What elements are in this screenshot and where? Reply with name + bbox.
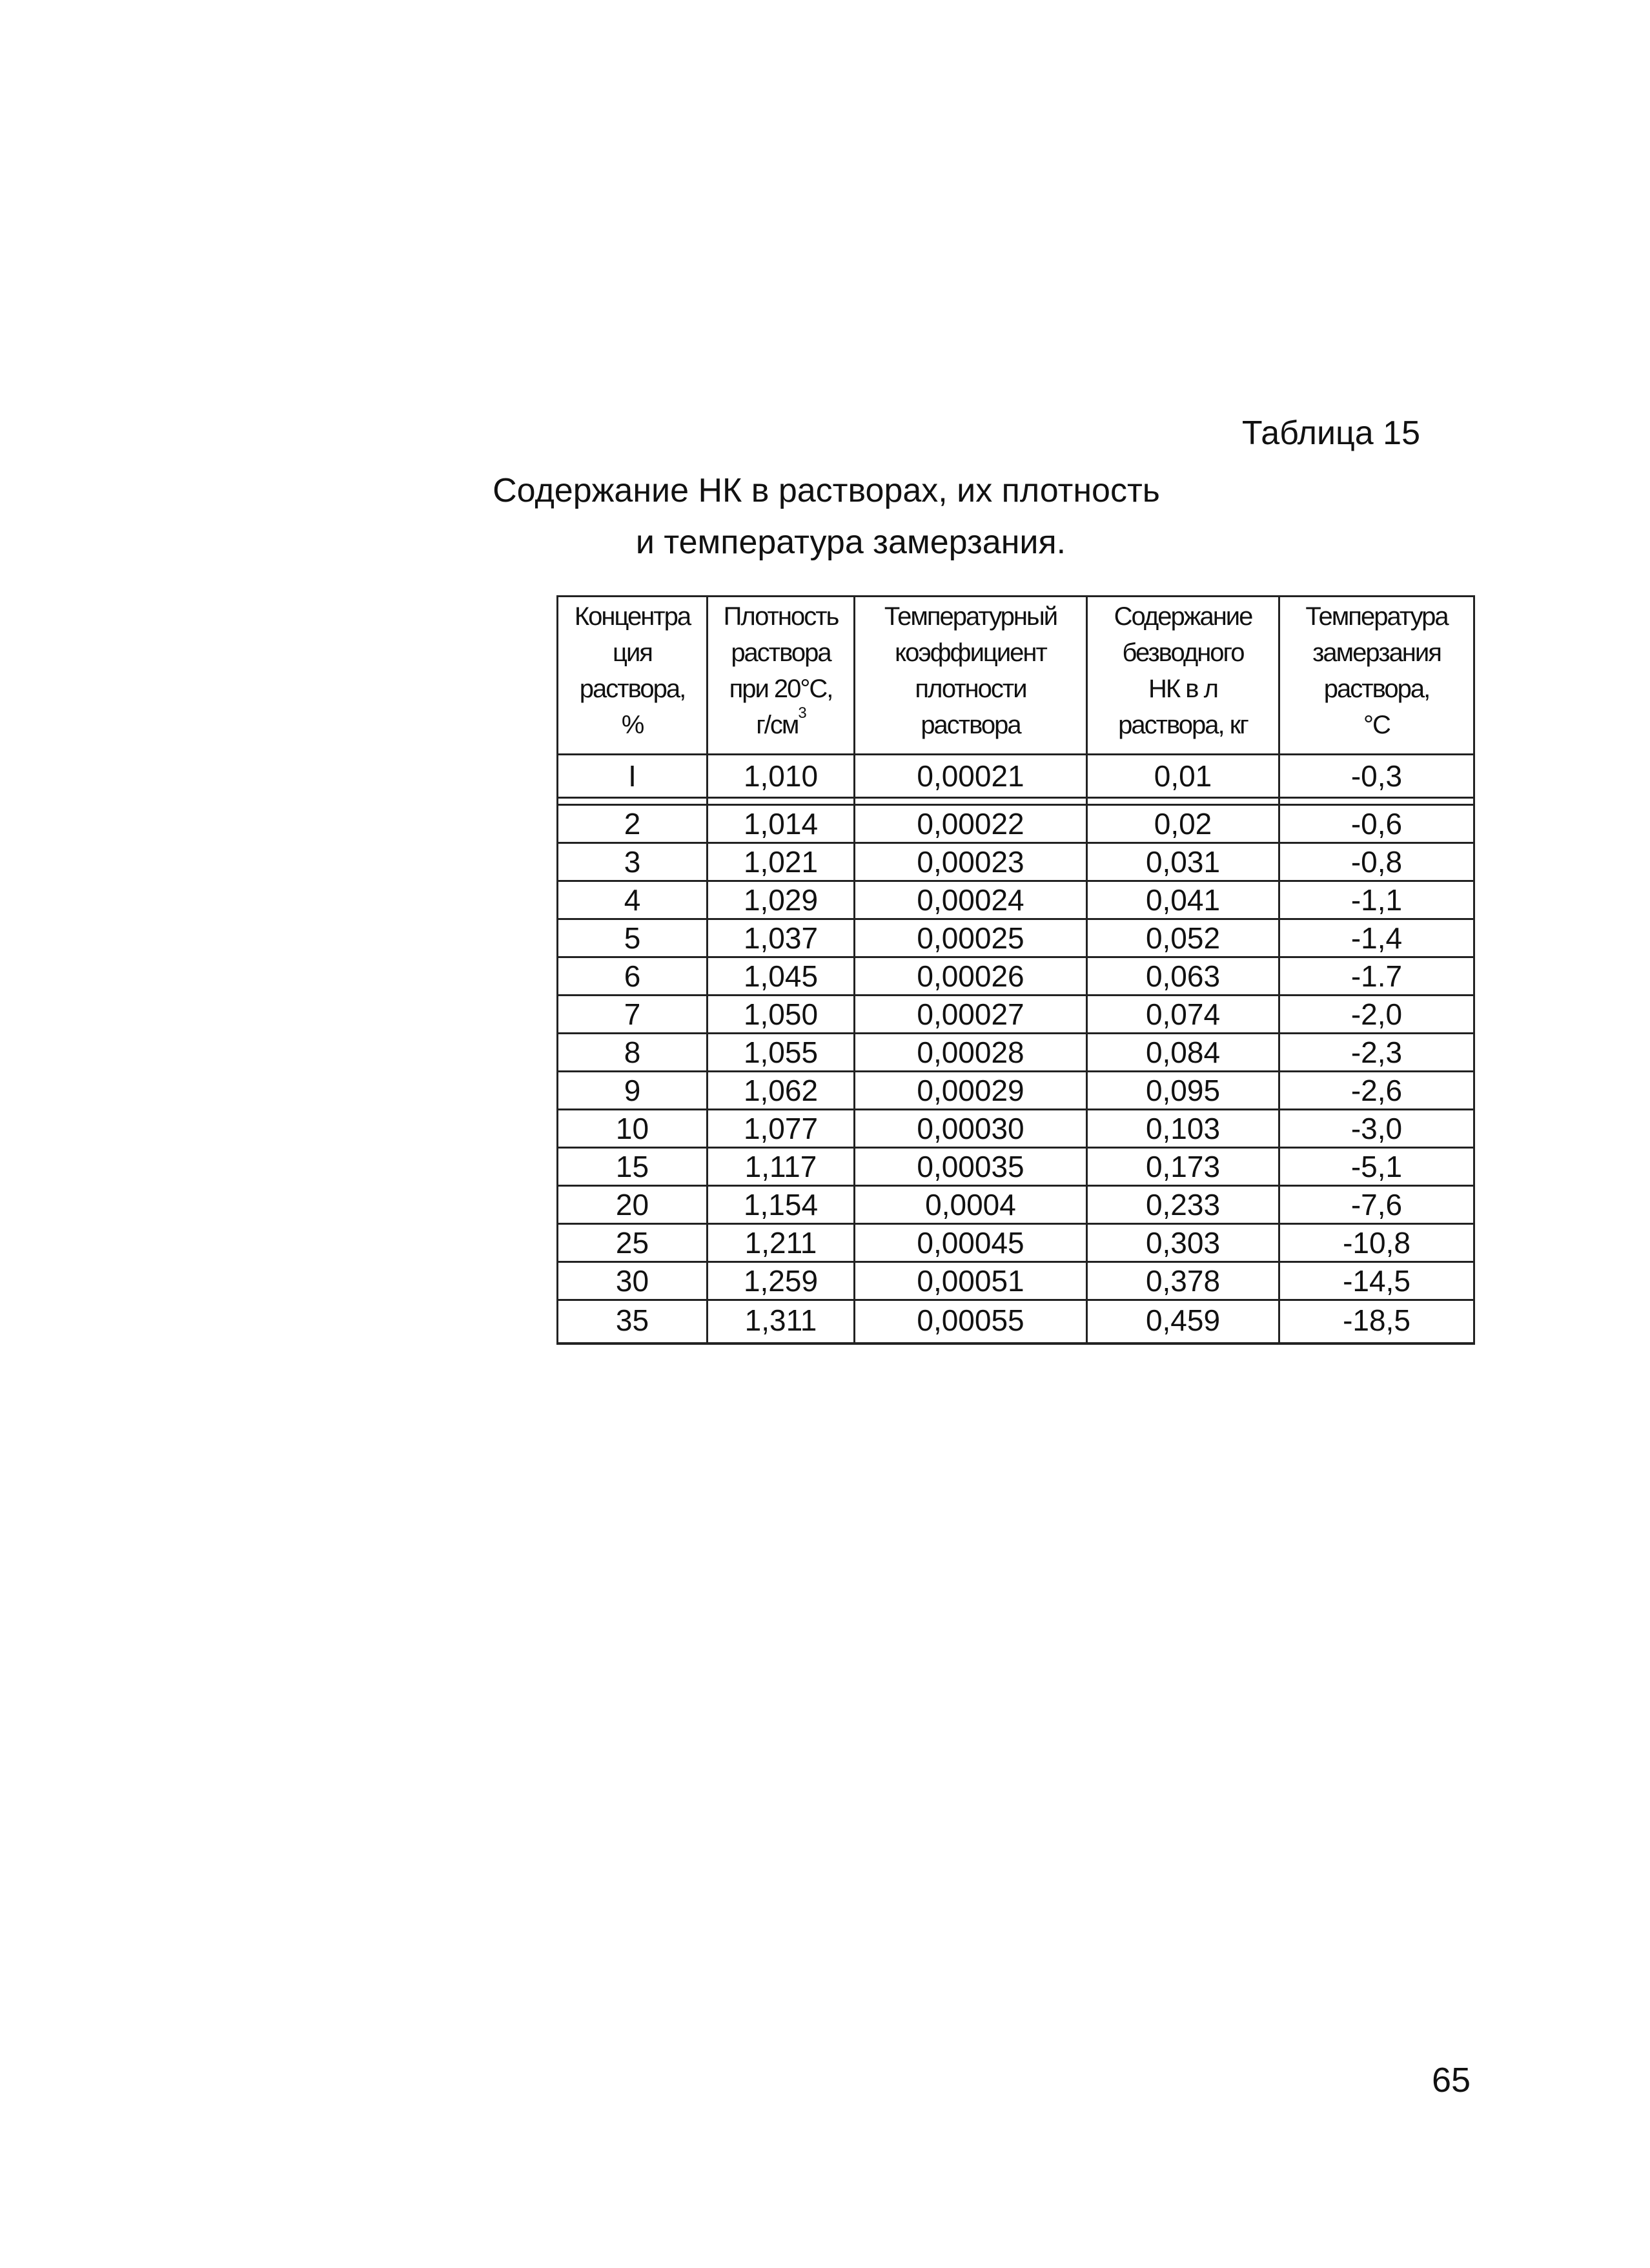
cell-concentration: 25 [558,1224,708,1262]
cell-freezing: -2,0 [1279,996,1474,1034]
cell-density: 1,062 [708,1072,855,1110]
cell-anhydrous: 0,063 [1087,957,1279,996]
cell-concentration: 15 [558,1148,708,1186]
cell-freezing: -18,5 [1279,1300,1474,1344]
cell-coefficient: 0,00024 [855,881,1087,919]
cell-coefficient: 0,00051 [855,1262,1087,1300]
cell-coefficient: 0,00022 [855,805,1087,843]
cell-anhydrous: 0,041 [1087,881,1279,919]
table-header [558,597,1474,755]
table-row [558,805,1474,843]
table-row [558,1300,1474,1344]
table-row [558,1262,1474,1300]
cell-density: 1,311 [708,1300,855,1344]
table-body [558,755,1474,1344]
cell-freezing: -7,6 [1279,1186,1474,1224]
table-label: Таблица 15 [1241,414,1420,452]
table-row [558,881,1474,919]
cell-concentration: 8 [558,1034,708,1072]
cell-coefficient: 0,00045 [855,1224,1087,1262]
header-temperature-coefficient: Температурный коэффициент плотности раствора [855,597,1087,755]
cell-coefficient: 0,00027 [855,996,1087,1034]
cell-concentration: 7 [558,996,708,1034]
cell-anhydrous: 0,031 [1087,843,1279,881]
cell-density: 1,045 [708,957,855,996]
cell-anhydrous: 0,095 [1087,1072,1279,1110]
header-row [558,597,1474,755]
table-row [558,843,1474,881]
cell-anhydrous: 0,233 [1087,1186,1279,1224]
cell-freezing: -2,3 [1279,1034,1474,1072]
cell-concentration: 10 [558,1110,708,1148]
cell-freezing: -14,5 [1279,1262,1474,1300]
cell-density: 1,077 [708,1110,855,1148]
cell-concentration: 5 [558,919,708,957]
cell-concentration: 9 [558,1072,708,1110]
cell-concentration: 20 [558,1186,708,1224]
table-row [558,1186,1474,1224]
cell-freezing: -10,8 [1279,1224,1474,1262]
cell-anhydrous: 0,378 [1087,1262,1279,1300]
cell-coefficient: 0,00025 [855,919,1087,957]
table-row [558,957,1474,996]
header-anhydrous-content: Содержание безводного НК в л раствора, кг [1087,597,1279,755]
cell-concentration: 35 [558,1300,708,1344]
cell-freezing: -1.7 [1279,957,1474,996]
cell-density: 1,055 [708,1034,855,1072]
cell-concentration: I [558,755,708,798]
cell-freezing: -3,0 [1279,1110,1474,1148]
cell-anhydrous: 0,02 [1087,805,1279,843]
row-spacer [558,798,1474,805]
cell-coefficient: 0,00029 [855,1072,1087,1110]
table-row [558,919,1474,957]
cell-density: 1,259 [708,1262,855,1300]
cell-freezing: -1,1 [1279,881,1474,919]
cell-coefficient: 0,00055 [855,1300,1087,1344]
cell-density: 1,211 [708,1224,855,1262]
cell-freezing: -0,8 [1279,843,1474,881]
cell-density: 1,014 [708,805,855,843]
cell-concentration: 30 [558,1262,708,1300]
caption-line-2: и температура замерзания. [635,524,1066,561]
data-table [556,595,1475,1345]
header-freezing-temperature: Температура замерзания раствора, °С [1279,597,1474,755]
table-row [558,1224,1474,1262]
caption-line-1: Содержание НК в растворах, их плотность [493,472,1160,509]
table-row [558,1148,1474,1186]
cell-concentration: 4 [558,881,708,919]
table-caption [0,465,1650,568]
cell-coefficient: 0,00023 [855,843,1087,881]
cell-coefficient: 0,00028 [855,1034,1087,1072]
cell-anhydrous: 0,074 [1087,996,1279,1034]
cell-anhydrous: 0,173 [1087,1148,1279,1186]
cell-coefficient: 0,00030 [855,1110,1087,1148]
cell-density: 1,029 [708,881,855,919]
cell-density: 1,117 [708,1148,855,1186]
cell-concentration: 3 [558,843,708,881]
cell-anhydrous: 0,103 [1087,1110,1279,1148]
page-number: 65 [1432,2061,1471,2099]
table-row [558,755,1474,798]
table-row [558,1072,1474,1110]
table-row [558,1034,1474,1072]
table-row [558,996,1474,1034]
cell-anhydrous: 0,052 [1087,919,1279,957]
cell-freezing: -1,4 [1279,919,1474,957]
cell-coefficient: 0,00021 [855,755,1087,798]
cell-density: 1,021 [708,843,855,881]
cell-freezing: -0,3 [1279,755,1474,798]
cell-density: 1,010 [708,755,855,798]
cell-freezing: -0,6 [1279,805,1474,843]
header-density: Плотность раствора при 20°С, $г/см^3$ [708,597,855,755]
cell-density: 1,154 [708,1186,855,1224]
cell-anhydrous: 0,084 [1087,1034,1279,1072]
cell-density: 1,037 [708,919,855,957]
header-concentration: Концентра ция раствора, % [558,597,708,755]
cell-coefficient: 0,00026 [855,957,1087,996]
table-row [558,1110,1474,1148]
cell-concentration: 2 [558,805,708,843]
cell-anhydrous: 0,01 [1087,755,1279,798]
cell-freezing: -5,1 [1279,1148,1474,1186]
cell-concentration: 6 [558,957,708,996]
cell-anhydrous: 0,303 [1087,1224,1279,1262]
cell-coefficient: 0,00035 [855,1148,1087,1186]
cell-coefficient: 0,0004 [855,1186,1087,1224]
cell-density: 1,050 [708,996,855,1034]
cell-freezing: -2,6 [1279,1072,1474,1110]
cell-anhydrous: 0,459 [1087,1300,1279,1344]
